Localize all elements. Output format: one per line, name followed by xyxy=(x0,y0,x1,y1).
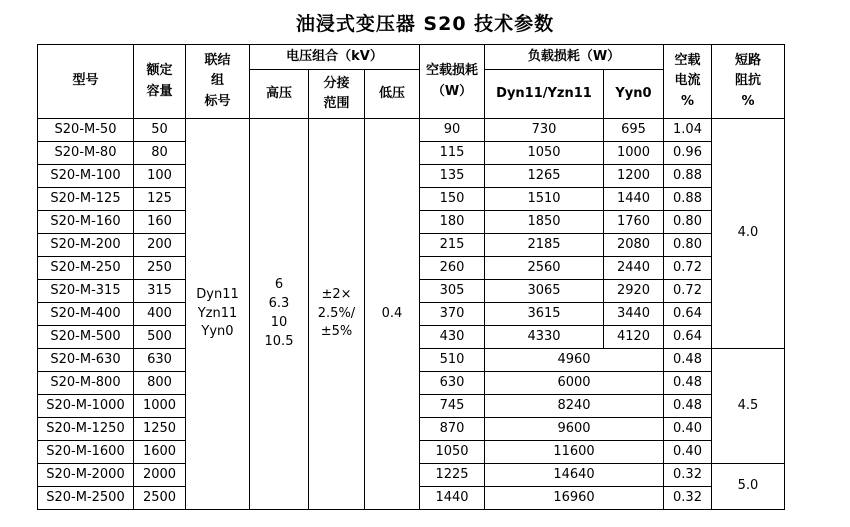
capacity-cell: 400 xyxy=(134,303,186,326)
noload-loss-cell: 1225 xyxy=(420,464,485,487)
model-cell: S20-M-500 xyxy=(38,326,134,349)
header-noload-loss: 空载损耗 （W） xyxy=(420,45,485,119)
noload-current-cell: 0.32 xyxy=(664,464,712,487)
model-cell: S20-M-1600 xyxy=(38,441,134,464)
load-loss-yyn-cell: 1760 xyxy=(604,211,664,234)
load-loss-cell: 14640 xyxy=(485,464,664,487)
model-cell: S20-M-200 xyxy=(38,234,134,257)
capacity-cell: 80 xyxy=(134,142,186,165)
model-cell: S20-M-1250 xyxy=(38,418,134,441)
model-cell: S20-M-315 xyxy=(38,280,134,303)
impedance-cell: 4.5 xyxy=(712,349,785,464)
noload-current-cell: 0.88 xyxy=(664,165,712,188)
tap-range-cell: ±2× 2.5%/ ±5% xyxy=(309,119,365,510)
header-model: 型号 xyxy=(38,45,134,119)
header-load-loss-yyn: Yyn0 xyxy=(604,70,664,119)
load-loss-dyn-cell: 3065 xyxy=(485,280,604,303)
load-loss-cell: 9600 xyxy=(485,418,664,441)
noload-loss-cell: 115 xyxy=(420,142,485,165)
capacity-cell: 2500 xyxy=(134,487,186,510)
noload-loss-cell: 305 xyxy=(420,280,485,303)
header-tap-range: 分接 范围 xyxy=(309,70,365,119)
noload-current-cell: 0.72 xyxy=(664,257,712,280)
noload-loss-cell: 630 xyxy=(420,372,485,395)
noload-current-cell: 0.48 xyxy=(664,372,712,395)
model-cell: S20-M-2500 xyxy=(38,487,134,510)
noload-loss-cell: 260 xyxy=(420,257,485,280)
table-row xyxy=(38,119,785,142)
noload-current-cell: 0.32 xyxy=(664,487,712,510)
noload-current-cell: 1.04 xyxy=(664,119,712,142)
model-cell: S20-M-2000 xyxy=(38,464,134,487)
load-loss-yyn-cell: 695 xyxy=(604,119,664,142)
load-loss-cell: 16960 xyxy=(485,487,664,510)
noload-loss-cell: 370 xyxy=(420,303,485,326)
load-loss-dyn-cell: 2185 xyxy=(485,234,604,257)
load-loss-cell: 8240 xyxy=(485,395,664,418)
noload-loss-cell: 510 xyxy=(420,349,485,372)
header-row-1 xyxy=(38,45,785,70)
noload-current-cell: 0.80 xyxy=(664,234,712,257)
noload-current-cell: 0.96 xyxy=(664,142,712,165)
noload-loss-cell: 745 xyxy=(420,395,485,418)
noload-current-cell: 0.80 xyxy=(664,211,712,234)
model-cell: S20-M-80 xyxy=(38,142,134,165)
capacity-cell: 2000 xyxy=(134,464,186,487)
noload-loss-cell: 90 xyxy=(420,119,485,142)
noload-loss-cell: 180 xyxy=(420,211,485,234)
load-loss-yyn-cell: 2920 xyxy=(604,280,664,303)
model-cell: S20-M-125 xyxy=(38,188,134,211)
impedance-cell: 4.0 xyxy=(712,119,785,349)
model-cell: S20-M-250 xyxy=(38,257,134,280)
model-cell: S20-M-800 xyxy=(38,372,134,395)
capacity-cell: 125 xyxy=(134,188,186,211)
noload-current-cell: 0.88 xyxy=(664,188,712,211)
capacity-cell: 200 xyxy=(134,234,186,257)
capacity-cell: 1250 xyxy=(134,418,186,441)
load-loss-yyn-cell: 2080 xyxy=(604,234,664,257)
capacity-cell: 500 xyxy=(134,326,186,349)
header-connection: 联结 组 标号 xyxy=(186,45,250,119)
load-loss-dyn-cell: 4330 xyxy=(485,326,604,349)
load-loss-yyn-cell: 2440 xyxy=(604,257,664,280)
header-load-loss-dyn: Dyn11/Yzn11 xyxy=(485,70,604,119)
load-loss-cell: 6000 xyxy=(485,372,664,395)
load-loss-yyn-cell: 1440 xyxy=(604,188,664,211)
load-loss-dyn-cell: 1850 xyxy=(485,211,604,234)
header-noload-current: 空载 电流 % xyxy=(664,45,712,119)
model-cell: S20-M-50 xyxy=(38,119,134,142)
header-high-voltage: 高压 xyxy=(250,70,309,119)
load-loss-yyn-cell: 1000 xyxy=(604,142,664,165)
noload-current-cell: 0.40 xyxy=(664,441,712,464)
model-cell: S20-M-400 xyxy=(38,303,134,326)
page-title: 油浸式变压器 S20 技术参数 xyxy=(295,13,555,35)
spec-table-body xyxy=(38,119,785,510)
capacity-cell: 315 xyxy=(134,280,186,303)
header-impedance: 短路 阻抗 % xyxy=(712,45,785,119)
low-voltage-cell: 0.4 xyxy=(365,119,420,510)
model-cell: S20-M-1000 xyxy=(38,395,134,418)
model-cell: S20-M-100 xyxy=(38,165,134,188)
model-cell: S20-M-630 xyxy=(38,349,134,372)
load-loss-cell: 11600 xyxy=(485,441,664,464)
header-low-voltage: 低压 xyxy=(365,70,420,119)
noload-loss-cell: 1050 xyxy=(420,441,485,464)
load-loss-dyn-cell: 1510 xyxy=(485,188,604,211)
load-loss-dyn-cell: 730 xyxy=(485,119,604,142)
capacity-cell: 1000 xyxy=(134,395,186,418)
load-loss-dyn-cell: 2560 xyxy=(485,257,604,280)
capacity-cell: 1600 xyxy=(134,441,186,464)
capacity-cell: 100 xyxy=(134,165,186,188)
high-voltage-cell: 6 6.3 10 10.5 xyxy=(250,119,309,510)
impedance-cell: 5.0 xyxy=(712,464,785,510)
load-loss-yyn-cell: 1200 xyxy=(604,165,664,188)
noload-loss-cell: 430 xyxy=(420,326,485,349)
noload-current-cell: 0.40 xyxy=(664,418,712,441)
capacity-cell: 50 xyxy=(134,119,186,142)
noload-loss-cell: 870 xyxy=(420,418,485,441)
noload-loss-cell: 135 xyxy=(420,165,485,188)
capacity-cell: 160 xyxy=(134,211,186,234)
noload-current-cell: 0.72 xyxy=(664,280,712,303)
noload-current-cell: 0.64 xyxy=(664,303,712,326)
noload-loss-cell: 215 xyxy=(420,234,485,257)
noload-current-cell: 0.64 xyxy=(664,326,712,349)
capacity-cell: 630 xyxy=(134,349,186,372)
load-loss-dyn-cell: 3615 xyxy=(485,303,604,326)
load-loss-cell: 4960 xyxy=(485,349,664,372)
capacity-cell: 250 xyxy=(134,257,186,280)
load-loss-dyn-cell: 1265 xyxy=(485,165,604,188)
header-voltage-group: 电压组合（kV） xyxy=(250,45,420,70)
noload-loss-cell: 1440 xyxy=(420,487,485,510)
capacity-cell: 800 xyxy=(134,372,186,395)
noload-current-cell: 0.48 xyxy=(664,349,712,372)
model-cell: S20-M-160 xyxy=(38,211,134,234)
load-loss-dyn-cell: 1050 xyxy=(485,142,604,165)
header-load-loss: 负载损耗（W） xyxy=(485,45,664,70)
load-loss-yyn-cell: 4120 xyxy=(604,326,664,349)
header-capacity: 额定 容量 xyxy=(134,45,186,119)
load-loss-yyn-cell: 3440 xyxy=(604,303,664,326)
noload-loss-cell: 150 xyxy=(420,188,485,211)
noload-current-cell: 0.48 xyxy=(664,395,712,418)
spec-table xyxy=(37,44,785,510)
connection-group-cell: Dyn11 Yzn11 Yyn0 xyxy=(186,119,250,510)
